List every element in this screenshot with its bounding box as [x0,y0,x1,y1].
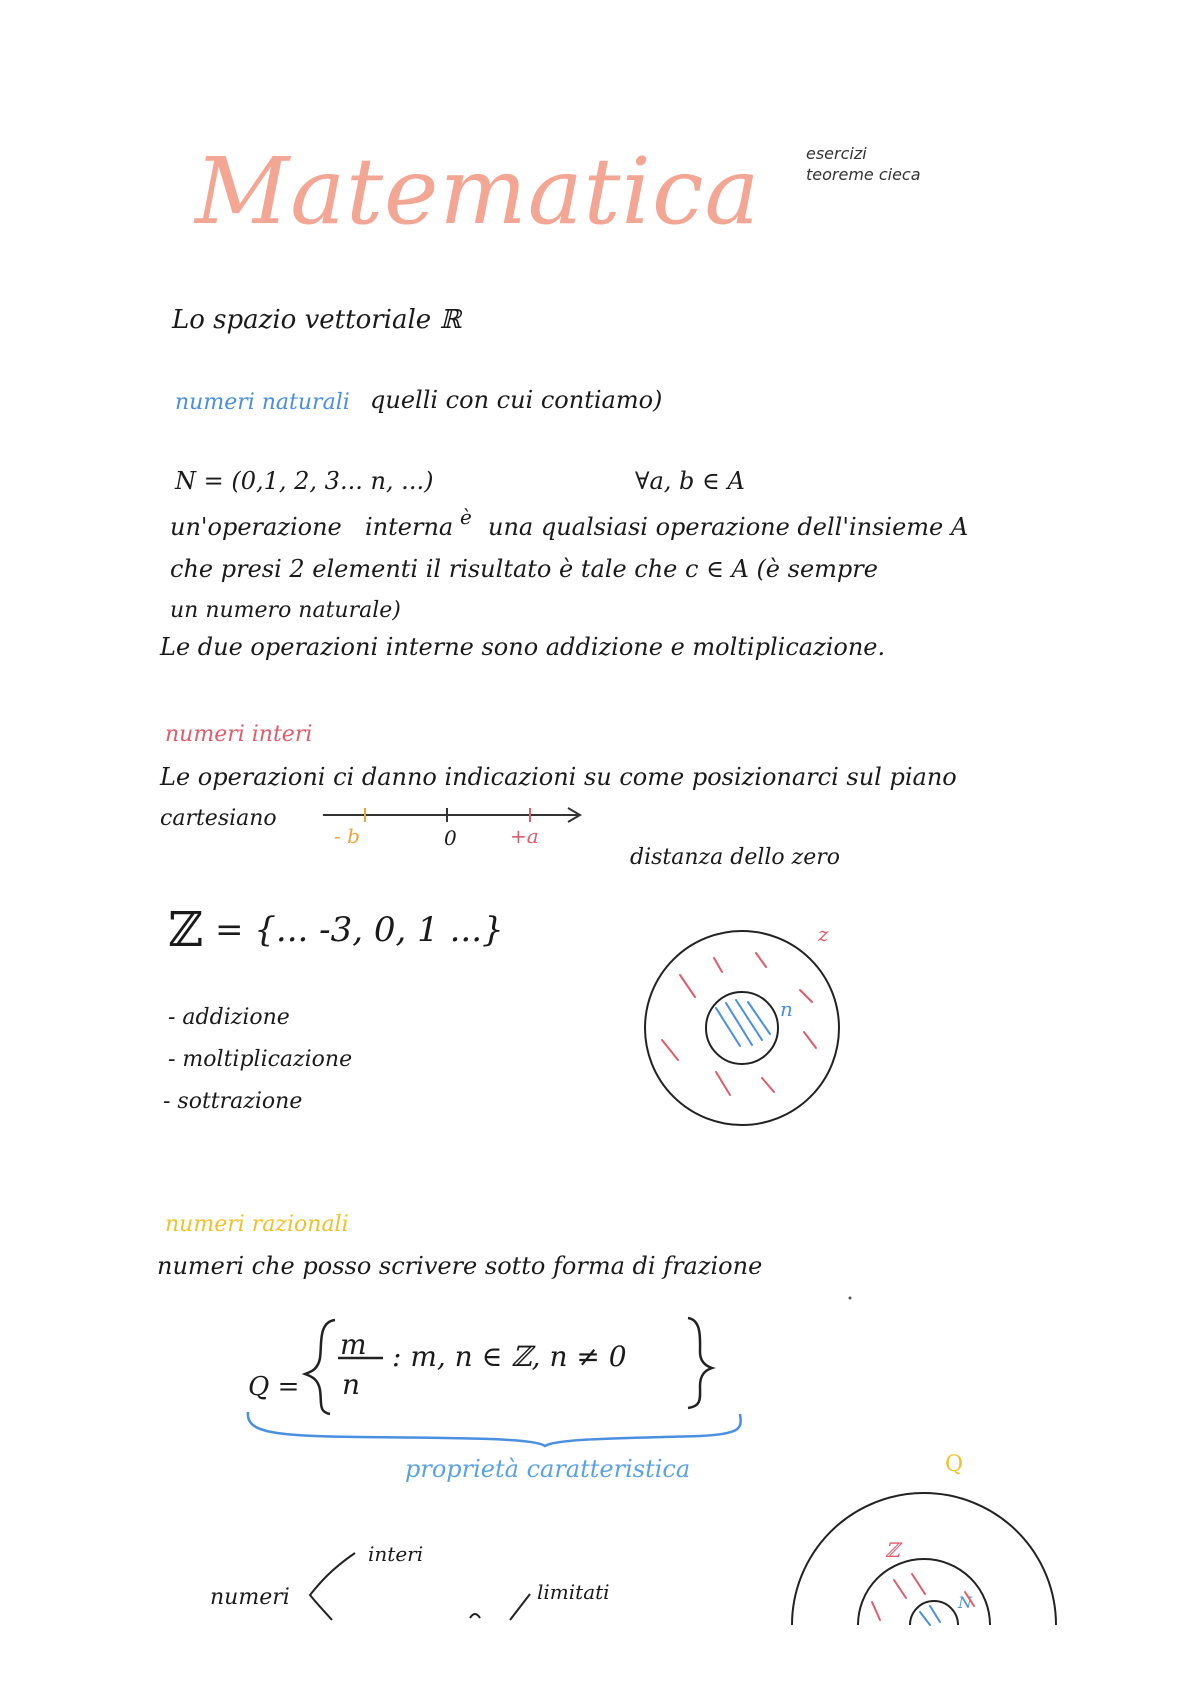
razionali-desc: numeri che posso scrivere sotto forma di frazione [157,1252,763,1280]
naturali-line1a: un'operazione [170,513,342,541]
diagram-n2-label: N [958,1593,972,1612]
diagram-q-label: Q [945,1452,964,1477]
op-sottrazione: - sottrazione [163,1089,303,1114]
naturali-line1b: interna [365,513,454,541]
axis-minus-b: - b [334,824,360,848]
naturali-line1c: una qualsiasi operazione dell'insieme A [488,513,969,541]
q-diagram [792,1493,1056,1625]
axis-plus-a: +a [510,824,539,848]
side-note-exercises: esercizi [806,144,867,163]
interi-label: numeri interi [165,722,313,747]
fraction-condition: : m, n ∈ ℤ, n ≠ 0 [392,1340,627,1373]
distance-text: distanza dello zero [630,845,841,870]
accent-e: è [460,505,472,529]
naturali-line4: Le due operazioni interne sono addizione e moltiplicazione. [160,633,886,661]
naturali-set: N = (0,1, 2, 3... n, ...) [175,467,434,495]
fraction-denominator: n [342,1368,361,1401]
interi-line1: Le operazioni ci danno indicazioni su come posizionarci sul piano [160,763,957,791]
fraction-numerator: m [340,1328,367,1361]
side-note-theorems: teoreme cieca [806,165,921,184]
forall-statement: ∀a, b ∈ A [635,467,745,495]
diagram-z-label: z [818,922,829,946]
tree-root: numeri [210,1585,290,1610]
naturali-line2: che presi 2 elementi il risultato è tale che c ∈ A (è sempre [170,555,878,583]
diagram-z2-label: ℤ [885,1538,900,1562]
diagram-n-label: n [780,997,793,1021]
number-line [323,808,580,822]
axis-zero: 0 [444,826,457,850]
z-diagram [645,931,839,1125]
naturali-desc: quelli con cui contiamo) [370,386,663,414]
page-title: Matematica [195,138,761,245]
brace-label: proprietà caratteristica [405,1455,691,1483]
op-moltiplicazione: - moltiplicazione [168,1047,353,1072]
set-braces [305,1318,712,1414]
tree-branches [310,1553,530,1620]
section-heading: Lo spazio vettoriale ℝ [172,305,462,335]
z-symbol: ℤ [168,902,204,958]
z-set-def: = {... -3, 0, 1 ...} [215,910,504,950]
underbrace [248,1412,741,1446]
tree-top: interi [368,1542,424,1566]
tree-right: limitati [537,1580,610,1604]
naturali-line3: un numero naturale) [170,598,401,623]
interi-line2: cartesiano [160,806,277,831]
razionali-label: numeri razionali [165,1212,349,1237]
naturali-label: numeri naturali [175,390,350,415]
q-symbol: Q = [248,1372,300,1402]
op-addizione: - addizione [168,1005,290,1030]
